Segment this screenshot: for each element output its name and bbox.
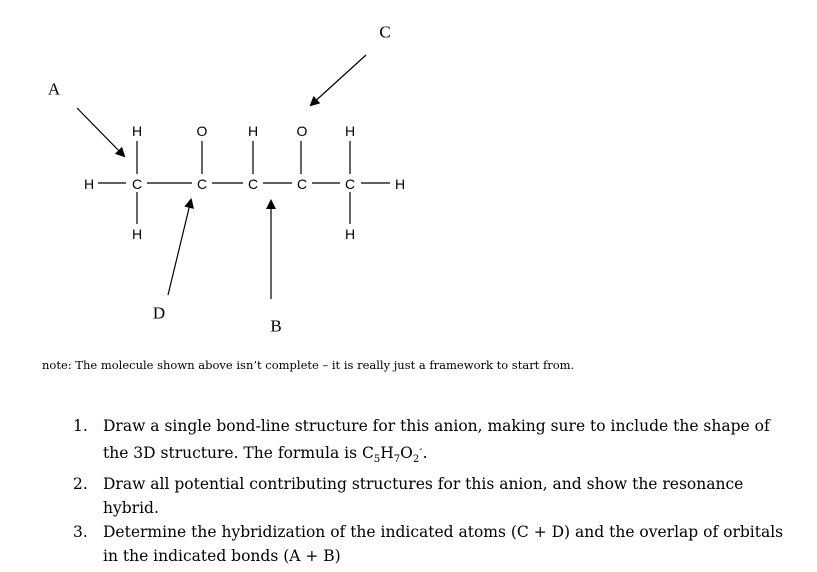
atom-h-top-1: H	[131, 123, 143, 139]
question-item-3	[73, 520, 793, 568]
callout-label-b: B	[270, 316, 282, 336]
question-item-2	[73, 472, 793, 520]
atom-h-top-5: H	[344, 123, 356, 139]
atom-o-top-4: O	[296, 123, 308, 139]
atom-h-right: H	[394, 176, 406, 192]
question-list	[73, 414, 793, 568]
framework-note: note: The molecule shown above isn’t complete – it is really just a framework to start from.	[42, 358, 575, 372]
atom-h-bottom-1: H	[131, 226, 143, 242]
question-number: 3.	[73, 523, 88, 542]
question-number: 2.	[73, 475, 88, 494]
formula-oxygen-count: 2	[412, 454, 420, 466]
question-text-end: .	[422, 444, 428, 463]
formula-hydrogen: H	[380, 444, 394, 463]
question-text: Determine the hybridization of the indicated atoms (C + D) and the overlap of orbitals in the indicated bonds (A + B)	[103, 523, 784, 566]
question-number: 1.	[73, 417, 88, 435]
atom-c4: C	[296, 176, 308, 192]
atom-h-top-3: H	[247, 123, 259, 139]
anion-formula	[361, 444, 423, 466]
question-item-1	[73, 414, 793, 472]
question-text: Draw a single bond-line structure for this anion, making sure to include the shape of the 3D structure. The formula is	[103, 417, 770, 463]
callout-label-a: A	[47, 79, 61, 99]
question-text: Draw all potential contributing structures for this anion, and show the resonance hybrid.	[103, 475, 744, 518]
atom-c3: C	[247, 176, 259, 192]
formula-carbon: C	[361, 444, 374, 463]
arrow-c	[311, 55, 366, 105]
atom-c1: C	[131, 176, 143, 192]
formula-carbon-count: 5	[373, 454, 381, 466]
arrow-a	[77, 108, 124, 156]
callout-label-c: C	[379, 22, 391, 42]
atom-o-top-2: O	[196, 123, 208, 139]
atom-labels	[84, 123, 405, 242]
formula-hydrogen-count: 7	[393, 454, 401, 466]
callout-arrows	[77, 55, 366, 299]
atom-h-bottom-5: H	[344, 226, 356, 242]
callout-labels	[48, 23, 391, 336]
atom-c2: C	[196, 176, 208, 192]
atom-c5: C	[344, 176, 356, 192]
formula-oxygen: O	[400, 444, 413, 463]
atom-h-left: H	[83, 176, 95, 192]
callout-label-d: D	[152, 303, 166, 323]
arrow-d	[168, 200, 191, 295]
formula-charge: -	[419, 444, 423, 455]
